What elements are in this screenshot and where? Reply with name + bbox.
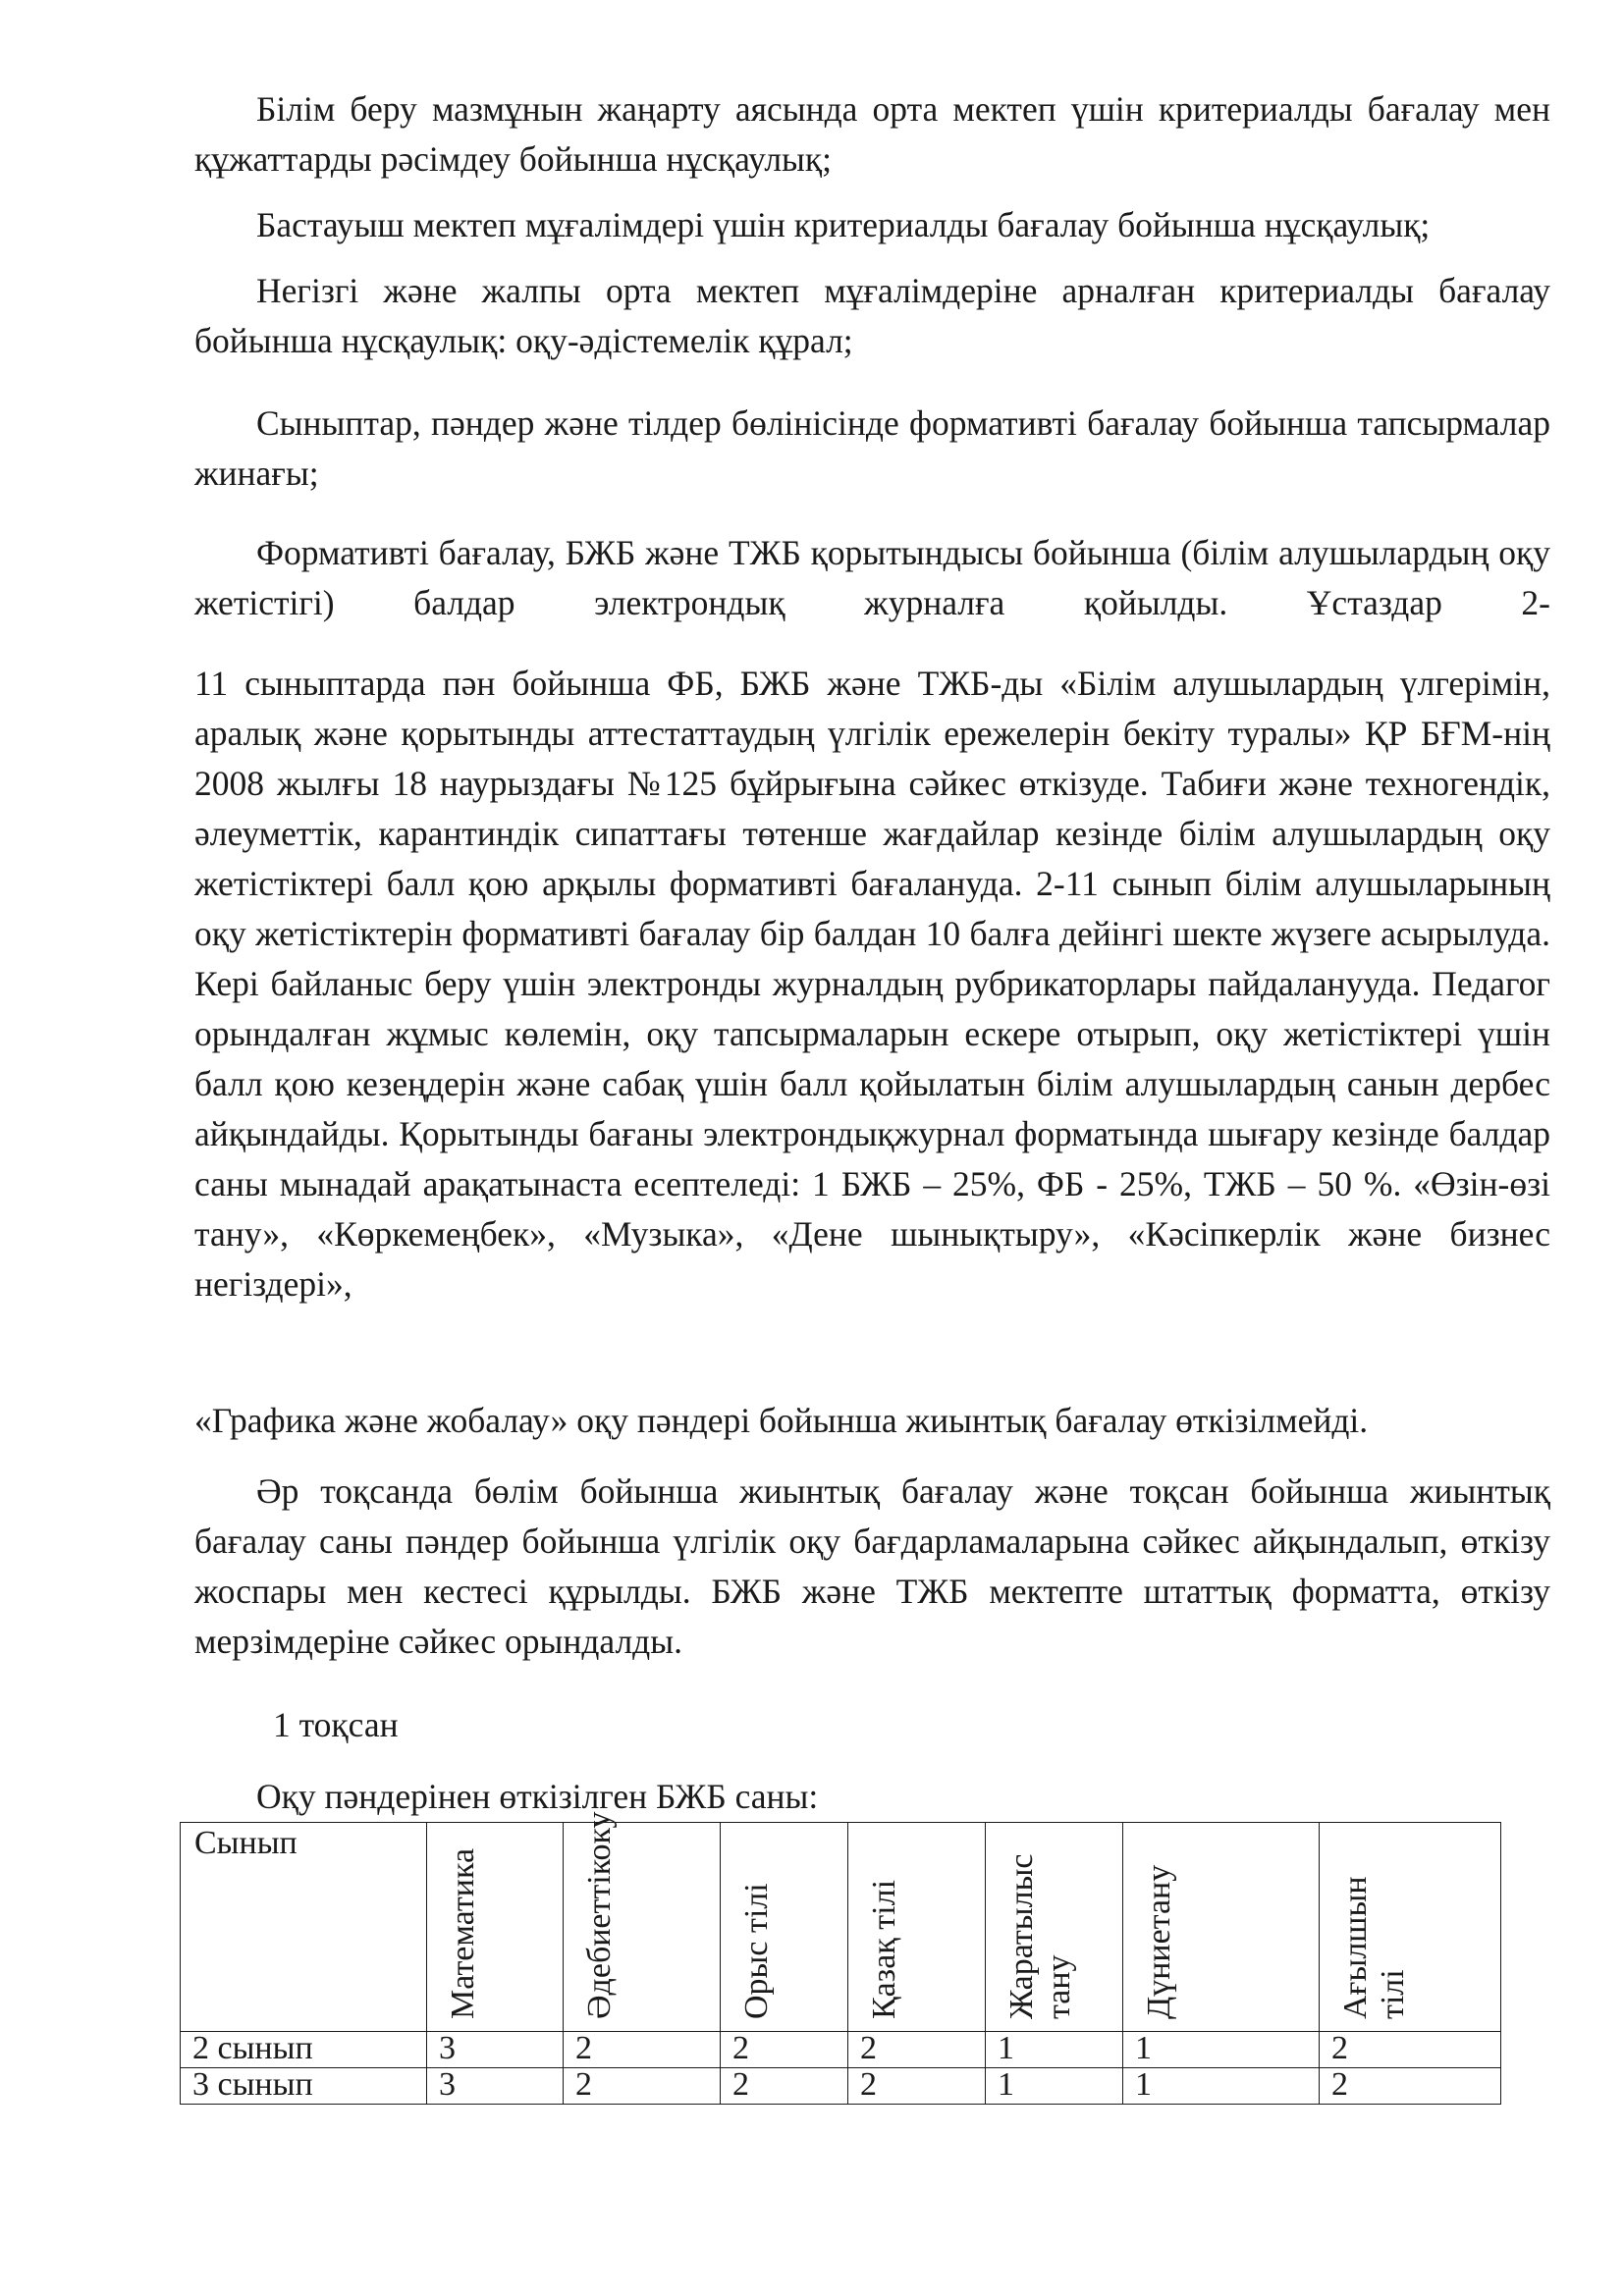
table-cell: 2 [564, 2068, 721, 2105]
table-header-subject [1123, 1823, 1320, 2032]
table-header-subject [564, 1811, 721, 2032]
bjb-count-table [180, 1811, 1501, 2105]
table-header-subject [986, 1823, 1123, 2032]
table-cell: 2 [721, 2068, 848, 2105]
table-cell: 2 [721, 2032, 848, 2068]
table-cell: 1 [1123, 2032, 1320, 2068]
row-label: 3 сынып [181, 2068, 427, 2105]
table-cell: 2 [564, 2032, 721, 2068]
table-header-subject-label: Жаратылыс тану [1003, 1853, 1077, 2019]
table-cell: 1 [986, 2032, 1123, 2068]
paragraph-guide-primary: Бастауыш мектеп мұғалімдері үшін критериалды бағалау бойынша нұсқаулық; [256, 205, 1431, 244]
table-row [181, 2032, 1501, 2068]
paragraph-quarter-plan: Әр тоқсанда бөлім бойынша жиынтық бағалау және тоқсан бойынша жиынтық бағалау саны пәндер бойынша үлгілік оқу бағдарламаларына сәйкес айқындалып, өткізу жоспары мен кестесі құрылды. БЖБ және ТЖБ мектепте штаттық форматта, өткізу мерзімдеріне сәйкес орындалды. [194, 1471, 1550, 1661]
paragraph-formative-assessment: Формативті бағалау, БЖБ және ТЖБ қорытындысы бойынша (білім алушылардың оқу жетістігі) балдар электрондық журналға қойылды. Ұстаздар 2- [194, 533, 1550, 622]
table-cell: 1 [1123, 2068, 1320, 2105]
table-header-subject [721, 1823, 848, 2032]
table-cell: 2 [1320, 2068, 1501, 2105]
table-cell: 2 [848, 2068, 986, 2105]
paragraph-no-summative: «Графика және жобалау» оқу пәндері бойынша жиынтық бағалау өткізілмейді. [194, 1401, 1369, 1440]
table-cell: 1 [986, 2068, 1123, 2105]
table-cell: 2 [848, 2032, 986, 2068]
table-cell: 2 [1320, 2032, 1501, 2068]
table-header-subject [848, 1823, 986, 2032]
table-header-subject-label: Математика [445, 1847, 481, 2019]
table-header-subject [427, 1823, 564, 2032]
table-header-subject-label: Орыс тілі [738, 1883, 775, 2019]
paragraph-task-collection: Сыныптар, пәндер және тілдер бөлінісінде формативті бағалау бойынша тапсырмалар жинағы; [194, 403, 1550, 493]
table-header-subject-label: Дүниетану [1141, 1864, 1177, 2019]
paragraph-assessment-rules: 11 сыныптарда пән бойынша ФБ, БЖБ және ТЖБ-ды «Білім алушылардың үлгерімін, аралық және қорытынды аттестаттаудың үлгілік ережелерін бекіту туралы» ҚР БҒМ-нің 2008 жылғы 18 наурыздағы №125 бұйрығына сәйкес өткізуде. Табиғи және техногендік, әлеуметтік, карантиндік сипаттағы төтенше жағдайлар кезінде білім алушылардың оқу жетістіктері балл қою арқылы формативті бағалануда. 2-11 сынып білім алушыларының оқу жетістіктерін формативті бағалау бір балдан 10 балға дейінгі шекте жүзеге асырылуда. Кері байланыс беру үшін электронды журналдың рубрикаторлары пайдаланууда. Педагог орындалған жұмыс көлемін, оқу тапсырмаларын ескере отырып, оқу жетістіктері үшін балл қою кезеңдерін және сабақ үшін балл қойылатын білім алушылардың санын дербес айқындайды. Қорытынды бағаны электрондықжурнал форматында шығару кезінде балдар саны мынадай арақатынаста есептеледі: 1 БЖБ – 25%, ФБ - 25%, ТЖБ – 50 %. «Өзін-өзі тану», «Көркемеңбек», «Музыка», «Дене шынықтыру», «Кәсіпкерлік және бизнес негіздері», [194, 664, 1550, 1304]
table-header-row [181, 1823, 1501, 2032]
paragraph-guide-basic-general: Негізгі және жалпы орта мектеп мұғалімдеріне арналған критериалды бағалау бойынша нұсқаулық: оқу-әдістемелік құрал; [194, 271, 1550, 360]
table-cell: 3 [427, 2068, 564, 2105]
table-header-class: Сынып [181, 1823, 427, 2032]
table-header-subject [1320, 1823, 1501, 2032]
table-header-subject-label: Қазақ тілі [866, 1879, 902, 2019]
quarter-heading: 1 тоқсан [273, 1705, 399, 1744]
table-cell: 3 [427, 2032, 564, 2068]
row-label: 2 сынып [181, 2032, 427, 2068]
paragraph-guide-secondary: Білім беру мазмұнын жаңарту аясында орта мектеп үшін критериалды бағалау мен құжаттарды рәсімдеу бойынша нұсқаулық; [194, 89, 1550, 179]
table-header-subject-label: Әдебиеттікоку [581, 1811, 618, 2019]
table-caption: Оқу пәндерінен өткізілген БЖБ саны: [256, 1777, 819, 1816]
table-header-subject-label: Ағылшын тілі [1337, 1876, 1411, 2019]
table-row [181, 2068, 1501, 2105]
